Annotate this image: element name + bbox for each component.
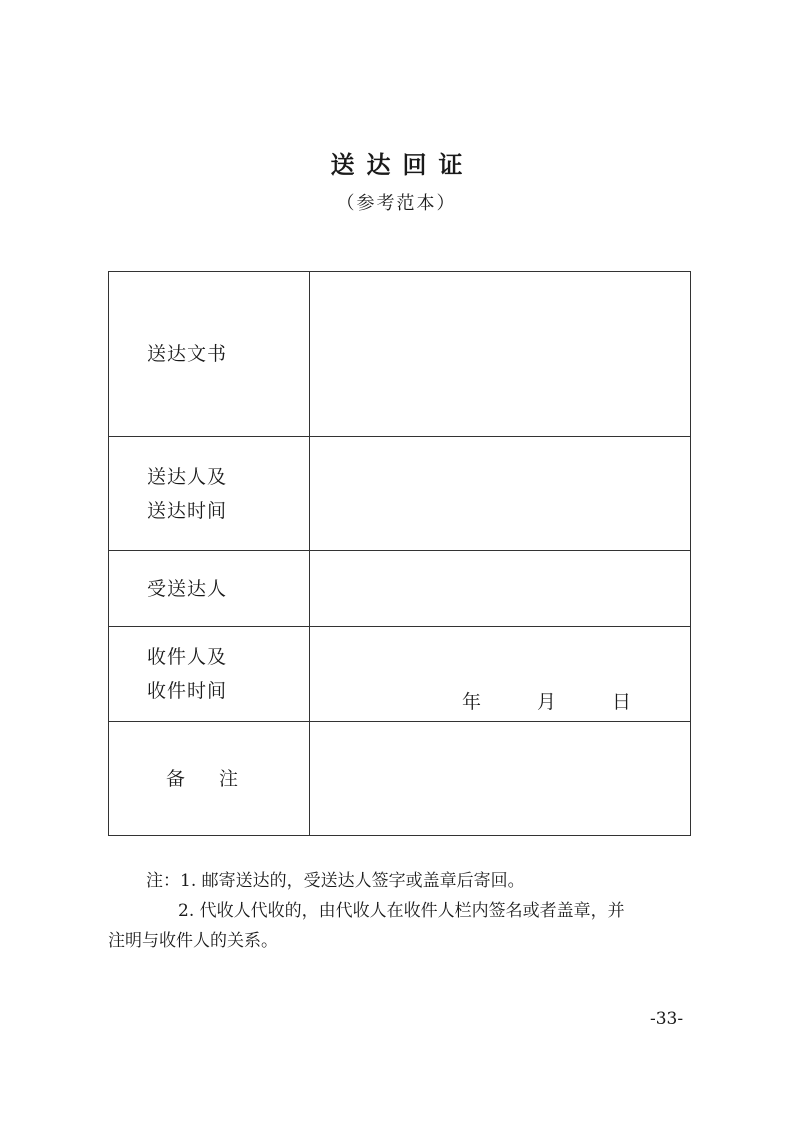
date-line: [462, 690, 631, 714]
label-remarks: [109, 722, 310, 836]
label-line: 送达时间: [147, 499, 228, 522]
date-day-label: 日: [612, 691, 632, 713]
note-line-3: 注明与收件人的关系。: [108, 931, 278, 951]
note-line-1: 注：1. 邮寄送达的，受送达人签字或盖章后寄回。: [146, 871, 525, 891]
label-deliverer-and-time: [109, 437, 310, 551]
table-row: [109, 722, 691, 836]
field-delivered-document[interactable]: [310, 272, 691, 437]
label-line: 备注: [166, 767, 273, 790]
label-line: 送达文书: [147, 343, 228, 365]
page-title: 送达回证: [330, 150, 475, 179]
table-row: [109, 272, 691, 437]
page-number: -33-: [650, 1009, 684, 1029]
page-subtitle: （参考范本）: [336, 193, 457, 214]
label-line: 收件人及: [147, 646, 228, 668]
date-year-label: 年: [462, 691, 482, 713]
label-line: 送达人及: [147, 465, 228, 488]
label-line: 收件时间: [147, 680, 228, 702]
delivery-receipt-table: [108, 271, 691, 836]
note-line-2: 2. 代收人代收的，由代收人在收件人栏内签名或者盖章，并: [178, 901, 625, 921]
label-receiver-and-time: [109, 627, 310, 722]
notes-section: [108, 866, 698, 956]
field-remarks[interactable]: [310, 722, 691, 836]
label-line: 受送达人: [147, 577, 228, 600]
table-row: [109, 551, 691, 627]
field-deliverer-and-time[interactable]: [310, 437, 691, 551]
label-delivered-document: [109, 272, 310, 437]
field-receiver-and-time[interactable]: [310, 627, 691, 722]
table-row: [109, 437, 691, 551]
field-recipient[interactable]: [310, 551, 691, 627]
date-month-label: 月: [537, 691, 557, 713]
label-recipient: [109, 551, 310, 627]
table-row: [109, 627, 691, 722]
